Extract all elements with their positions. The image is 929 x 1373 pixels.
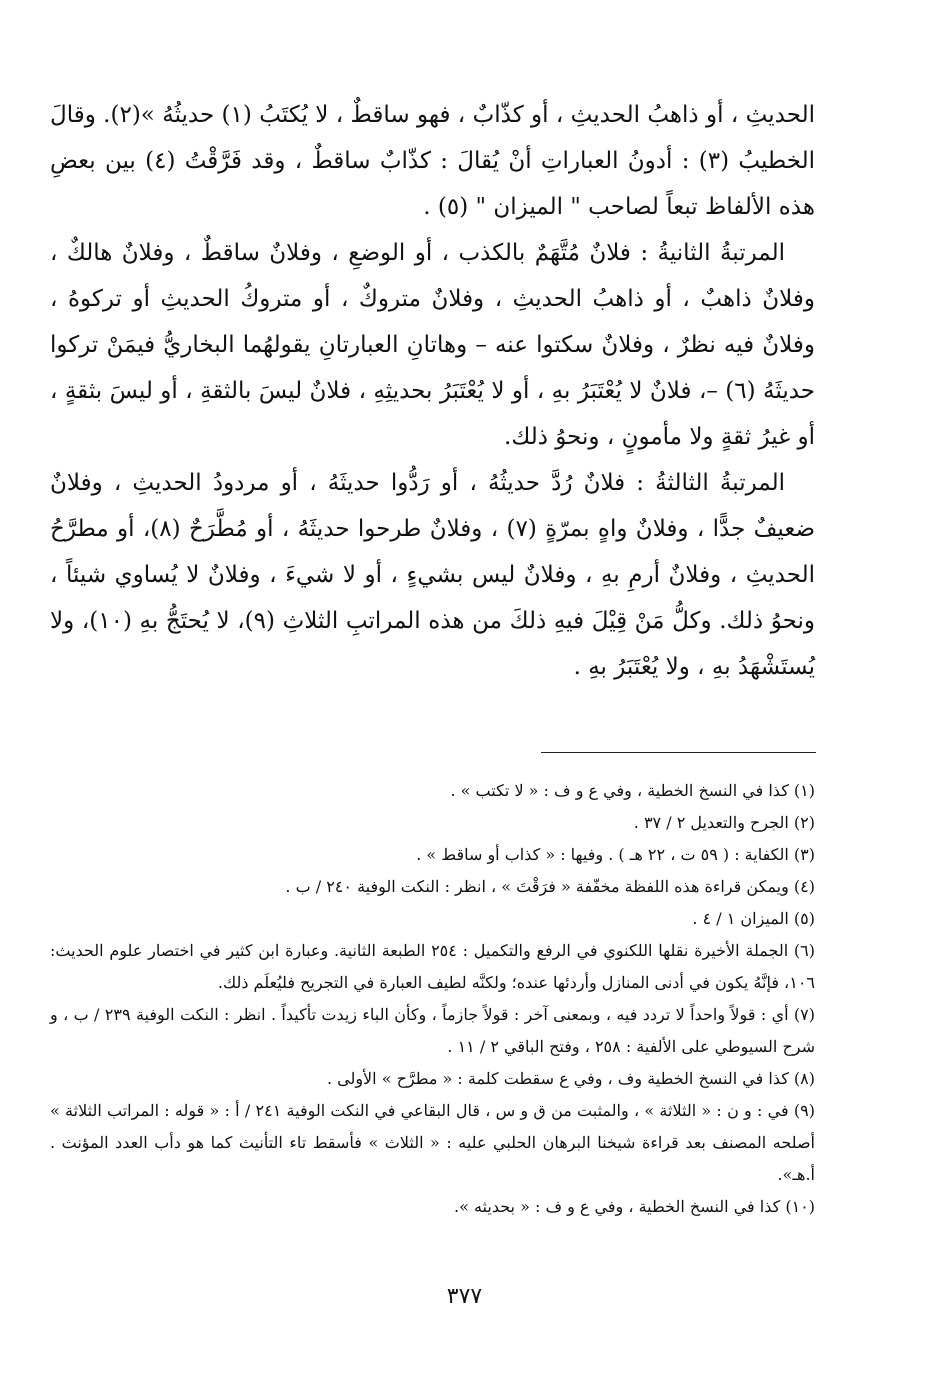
footnote: (٧) أي : قولاً واحداً لا تردد فيه ، وبمعنى آخر : قولاً جازماً ، وكأن الباء زيدت تأكيداً . انظر : النكت الوفية ٢٣٩ / ب ، و شرح السيوطي على الألفية : ٢٥٨ ، وفتح الباقي ٢ / ١١ . <box>50 1005 815 1056</box>
footnote: (٥) الميزان ١ / ٤ . <box>692 909 815 928</box>
footnote: (١٠) كذا في النسخ الخطية ، وفي ع و ف : « بحديثه ». <box>454 1197 815 1216</box>
paragraph: الحديثِ ، أو ذاهبُ الحديثِ ، أو كذّابٌ ، فهو ساقطٌ ، لا يُكتَبُ (١) حديثُهُ »(٢). وقالَ الخطيبُ (٣) : أدونُ العباراتِ أنْ يُقالَ : كذّابٌ ساقطٌ ، وقد فَرَّقْتُ (٤) بين بعضِ هذه الألفاظ تبعاً لصاحب " الميزان " (٥) . <box>50 102 815 220</box>
footnote: (٨) كذا في النسخ الخطية وف ، وفي ع سقطت كلمة : « مطرَّح » الأولى . <box>326 1069 815 1088</box>
paragraph: المرتبةُ الثالثةُ : فلانٌ رُدَّ حديثُهُ ، أو رَدُّوا حديثَهُ ، أو مردودُ الحديثِ ، وفلانٌ ضعيفٌ جدًّا ، وفلانٌ واهٍ بمرّةٍ (٧) ، وفلانٌ طرحوا حديثَهُ ، أو مُطَّرَحٌ (٨)، أو مطرَّحُ الحديثِ ، وفلانٌ أرمِ بهِ ، وفلانٌ ليس بشيءٍ ، أو لا شيءَ ، وفلانٌ لا يُساوي شيئاً ، ونحوُ ذلك. وكلُّ مَنْ قِيْلَ فيهِ ذلكَ من هذه المراتبِ الثلاثِ (٩)، لا يُحتَجُّ بهِ (١٠)، ولا يُستَشْهَدُ بهِ ، ولا يُعْتَبَرُ بهِ . <box>50 470 815 680</box>
paragraph: المرتبةُ الثانيةُ : فلانٌ مُتَّهَمٌ بالكذب ، أو الوضعِ ، وفلانٌ ساقطٌ ، وفلانٌ هالكٌ ، وفلانٌ ذاهبٌ ، أو ذاهبُ الحديثِ ، وفلانٌ متروكٌ ، أو متروكُ الحديثِ أو تركوهُ ، وفلانٌ فيه نظرٌ ، وفلانٌ سكتوا عنه – وهاتانِ العبارتانِ يقولهُما البخاريُّ فيمَنْ تركوا حديثَهُ (٦) –، فلانٌ لا يُعْتَبَرُ بهِ ، أو لا يُعْتَبَرُ بحديثِهِ ، فلانٌ ليسَ بالثقةِ ، أو ليسَ بثقةٍ ، أو غيرُ ثقةٍ ولا مأمونٍ ، ونحوُ ذلك. <box>50 240 816 450</box>
footnotes <box>50 775 815 1223</box>
page-number: ٣٧٧ <box>446 1284 483 1309</box>
footnote: (٣) الكفاية : ( ٥٩ ت ، ٢٢ هـ ) . وفيها : « كذاب أو ساقط » . <box>416 845 815 864</box>
footnote: (١) كذا في النسخ الخطية ، وفي ع و ف : « لا تكتب » . <box>450 781 815 800</box>
footnote: (٦) الجملة الأخيرة نقلها اللكنوي في الرفع والتكميل : ٢٥٤ الطبعة الثانية. وعبارة ابن كثير في اختصار علوم الحديث: ١٠٦، فإنَّهُ يكون في أدنى المنازل وأردئها عنده؛ ولكنَّه لطيف العبارة في التجريح فليُعلَم ذلك. <box>50 941 815 992</box>
footnote-separator <box>541 752 816 753</box>
main-text <box>50 92 815 690</box>
footnote: (٤) ويمكن قراءة هذه اللفظة مخفّفة « فرَقْتَ » ، انظر : النكت الوفية ٢٤٠ / ب . <box>285 877 815 896</box>
footnote: (٩) في : و ن : « الثلاثة » ، والمثبت من ق و س ، قال البقاعي في النكت الوفية ٢٤١ / أ : « قوله : المراتب الثلاثة » أصلحه المصنف بعد قراءة شيخنا البرهان الحلبي عليه : « الثلاث » فأسقط تاء التأنيث كما هو دأب العدد المؤنث . أ.هـ». <box>50 1101 815 1184</box>
footnote: (٢) الجرح والتعديل ٢ / ٣٧ . <box>633 813 815 832</box>
